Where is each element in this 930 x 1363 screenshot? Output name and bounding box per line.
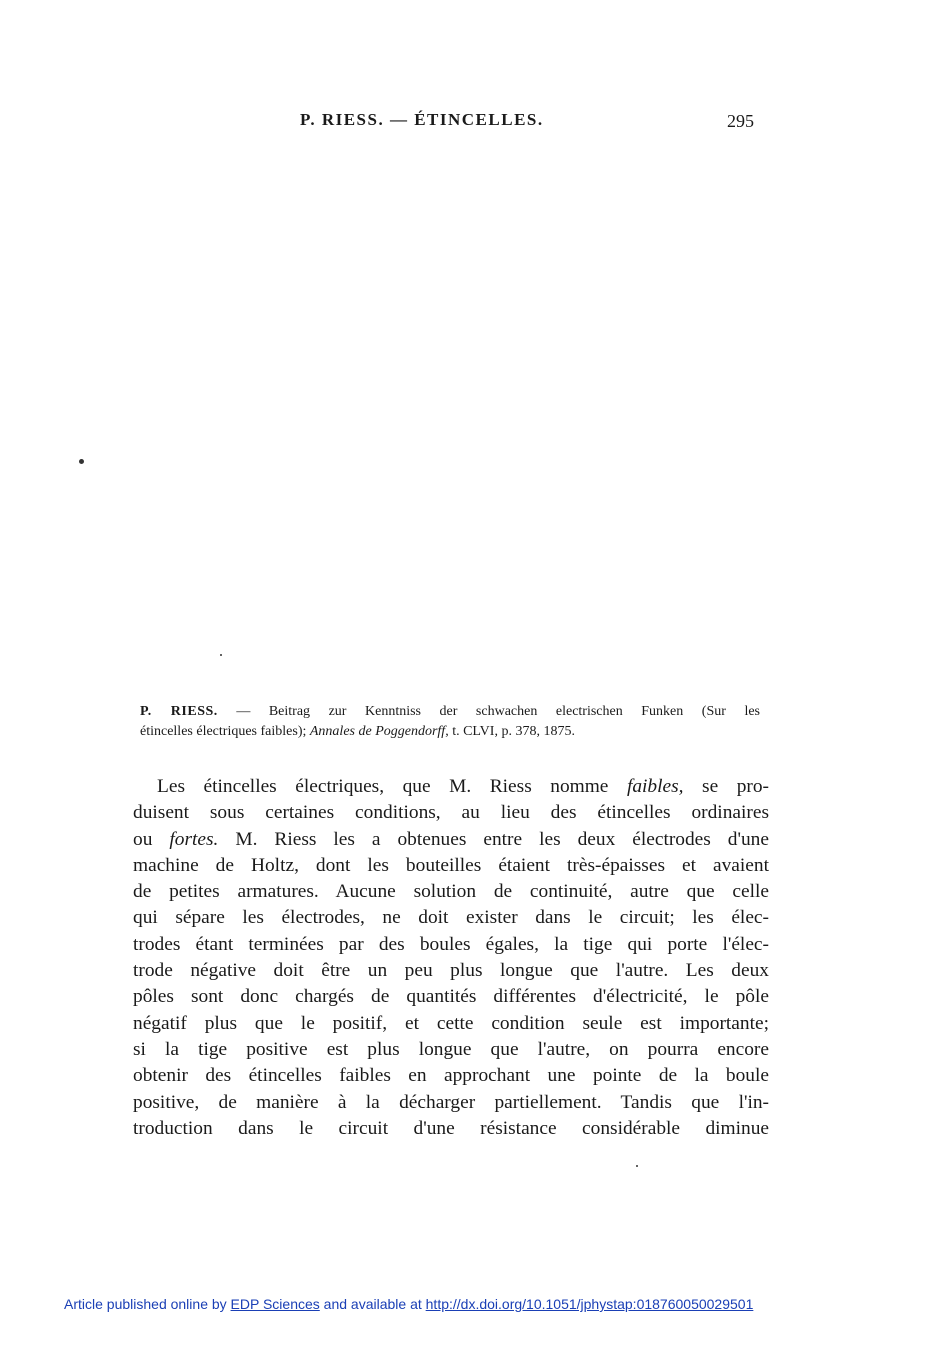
body-text-segment: se pro- [683,776,769,797]
body-paragraph [133,774,769,1142]
body-line: trode négative doit être un peu plus longue que l'autre. Les deux [133,960,769,982]
reference-text: — Beitrag zur Kenntniss der schwachen electrischen Funken (Sur les [217,704,760,719]
body-text-segment: Les étincelles électriques, que M. Riess nomme [157,776,627,797]
body-line [133,827,769,853]
publication-footer [64,1296,753,1312]
reference-text: étincelles électriques faibles); [140,724,310,739]
reference-journal: Annales de Poggendorff [309,724,446,739]
body-line: pôles sont donc chargés de quantités différentes d'électricité, le pôle [133,986,769,1008]
body-line: troduction dans le circuit d'une résistance considérable diminue [133,1117,769,1139]
footer-prefix: Article published online by [64,1296,231,1312]
running-title: P. RIESS. — ÉTINCELLES. [300,110,544,129]
print-speck [636,1165,638,1167]
body-line: négatif plus que le positif, et cette condition seule est importante; [133,1012,769,1034]
body-line: positive, de manière à la décharger partiellement. Tandis que l'in- [133,1091,769,1113]
body-line: de petites armatures. Aucune solution de continuité, autre que celle [133,881,769,903]
body-text-segment: M. Riess les a obtenues entre les deux électrodes d'une [218,828,769,850]
body-line: qui sépare les électrodes, ne doit exister dans le circuit; les élec- [133,907,769,929]
reference-text: , t. CLVI, p. 378, 1875. [445,724,575,739]
print-speck [220,654,222,656]
reference-author: P. RIESS. [140,704,218,719]
publisher-link[interactable]: EDP Sciences [230,1296,320,1312]
reference-line [140,702,760,722]
print-speck [79,459,84,464]
reference-line [140,722,760,742]
doi-link[interactable]: http://dx.doi.org/10.1051/jphystap:018760050029501 [425,1296,754,1312]
body-text-segment: ou [133,828,170,850]
body-line: machine de Holtz, dont les bouteilles étaient très-épaisses et avaient [133,854,769,876]
body-line [133,774,769,800]
body-line: trodes étant terminées par des boules égales, la tige qui porte l'élec- [133,933,769,955]
bibliographic-reference [140,702,760,742]
page-number: 295 [727,111,754,131]
footer-middle: and available at [319,1296,426,1312]
body-line: si la tige positive est plus longue que l'autre, on pourra encore [133,1038,769,1060]
emphasis-faibles: faibles, [626,776,684,797]
body-line: duisent sous certaines conditions, au lieu des étincelles ordinaires [133,802,769,824]
emphasis-fortes: fortes. [169,828,219,850]
body-line: obtenir des étincelles faibles en approchant une pointe de la boule [133,1065,769,1087]
